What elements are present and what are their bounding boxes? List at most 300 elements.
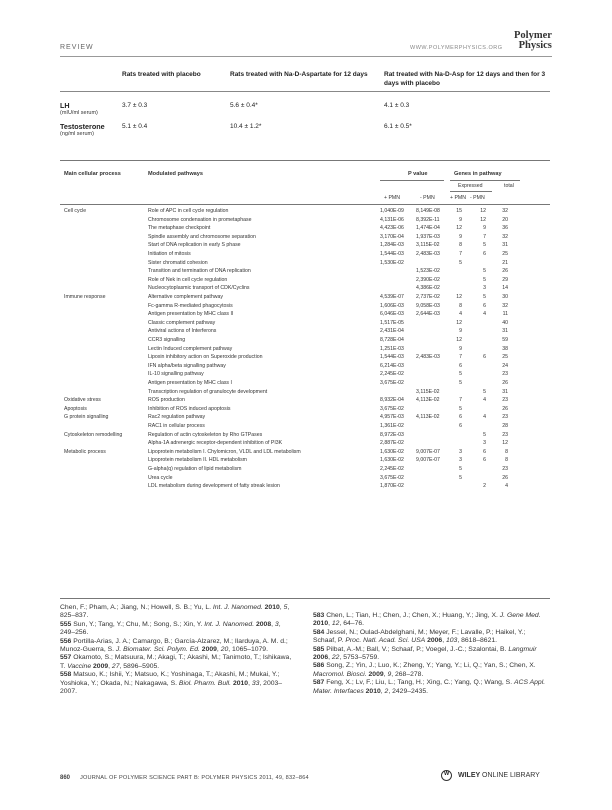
pathway-cell: CCR3 signalling: [148, 337, 186, 343]
genes-minus-cell: 4: [483, 414, 486, 421]
pathway-cell: LDL metabolism during development of fatty streak lesion: [148, 483, 280, 490]
genes-minus-cell: 3: [483, 440, 486, 447]
pathway-cell: Urea cycle: [148, 474, 173, 481]
reference-journal: J. Gene Med.: [499, 612, 541, 619]
genes-plus-cell: 9: [459, 328, 462, 335]
table-row: [60, 224, 550, 233]
reference-volume: 33: [251, 679, 260, 687]
reference-volume: 103: [446, 637, 458, 645]
pathway-cell: The metaphase checkpoint: [148, 225, 211, 232]
genes-total-cell: 30: [502, 294, 508, 300]
genes-total-cell: 28: [502, 423, 508, 429]
header-bottom-rule: [60, 204, 550, 205]
reference-year: 2009: [201, 646, 217, 654]
reference-authors: Okamoto, S.; Matsuura, M.; Akagi, T.; Akashi, M.; Tanimoto, T.; Ishikawa, T.: [60, 654, 292, 670]
genes-total-cell: 26: [502, 268, 508, 275]
genes-total-cell: 31: [502, 242, 508, 249]
process-cell: Apoptosis: [64, 405, 87, 412]
hormone-col-placebo: Rats treated with placebo: [122, 71, 201, 78]
genes-plus-cell: 7: [459, 354, 462, 361]
genes-plus-cell: 5: [459, 474, 462, 481]
reference-number: 556: [60, 637, 72, 645]
table-row: [60, 431, 550, 440]
reference-authors: Pilbat, A.-M.; Ball, V.; Schaaf, P.; Voegel, J.-C.; Szalontai, B.: [326, 645, 507, 653]
pvalue-subrule: [380, 180, 444, 181]
running-header-section: REVIEW: [60, 44, 94, 51]
reference-entry: 556 Portilla-Arias, J. A.; Camargo, B.; García-Alzarez, M.; Ilarduya, A. M. d.; Munoz-Guerra, S. J. Biomater. Sci. Polym. Ed. 2009, 20, 1065–1079.: [60, 637, 288, 654]
genes-total-cell: 14: [502, 285, 508, 292]
header-genes: Genes in pathway: [454, 171, 502, 177]
reference-number: 555: [60, 620, 72, 628]
genes-total-cell: 38: [502, 345, 508, 352]
genes-total-cell: 12: [502, 440, 508, 447]
reference-pages: , 1065–1079.: [228, 646, 268, 654]
genes-minus-cell: 9: [483, 225, 486, 232]
genes-minus-cell: 2: [483, 483, 486, 490]
reference-year: 2010: [365, 687, 381, 695]
process-cell: Oxidative stress: [64, 397, 101, 404]
pathway-cell: Role of APC in cell cycle regulation: [148, 208, 229, 214]
table-row: [60, 362, 550, 371]
table-row: [60, 456, 550, 465]
journal-brand-line1: Polymer: [514, 30, 552, 41]
reference-year: 2010: [313, 620, 329, 628]
genes-total-cell: 23: [502, 431, 508, 438]
reference-volume: 2: [384, 687, 389, 695]
table-row: [60, 302, 550, 311]
genes-total-cell: 23: [502, 466, 508, 472]
genes-plus-cell: 15: [456, 208, 462, 214]
reference-entry: 586 Song, Z.; Yin, J.; Luo, K.; Zheng, Y.; Yang, Y.; Li, Q.; Yan, S.; Chen, X. Macromol. Biosci. 2009, 9, 268–278.: [313, 662, 536, 678]
pvalue-minus-cell: 9,007E-07: [416, 448, 440, 455]
genes-total-cell: 32: [502, 302, 508, 309]
pvalue-plus-cell: 1,284E-03: [380, 242, 404, 249]
genes-minus-cell: 6: [483, 302, 486, 309]
pathway-cell: Start of DNA replication in early S phase: [148, 242, 241, 249]
reference-journal: Int. J. Nanomed.: [204, 620, 255, 628]
genes-plus-cell: 12: [456, 337, 462, 343]
pathway-cell: Lipoprotein metabolism I. Chylomicron, VLDL and LDL metabolism: [148, 448, 301, 455]
genes-total-cell: 32: [502, 208, 508, 214]
hormone-cell: 10.4 ± 1.2*: [230, 123, 262, 130]
genes-plus-cell: 5: [459, 380, 462, 386]
genes-minus-cell: 6: [483, 354, 486, 361]
header-pmn-plus: + PMN: [384, 195, 400, 201]
pvalue-minus-cell: 2,483E-03: [416, 251, 440, 257]
pathway-cell: Antiviral actions of Interferons: [148, 328, 217, 335]
pathway-cell: Lectin Induced complement pathway: [148, 345, 233, 352]
table-row: [60, 448, 550, 457]
hormone-table-rule: [60, 91, 550, 92]
genes-total-cell: 20: [502, 216, 508, 223]
pvalue-minus-cell: 3,115E-02: [416, 388, 440, 395]
genes-minus-cell: 5: [483, 294, 486, 300]
table-row: [60, 396, 550, 405]
pvalue-minus-cell: 2,483E-03: [416, 354, 440, 361]
wiley-logo-icon: [441, 770, 452, 781]
table-row: [60, 216, 550, 225]
reference-volume: 22: [331, 654, 340, 662]
pvalue-plus-cell: 1,361E-02: [380, 423, 404, 429]
table-row: [60, 482, 550, 491]
reference-authors: Song, Z.; Yin, J.; Luo, K.; Zheng, Y.; Yang, Y.; Li, Q.; Yan, S.; Chen, X.: [326, 662, 536, 670]
genes-total-cell: 26: [502, 405, 508, 412]
footer-publisher-name: WILEY: [458, 772, 481, 779]
reference-number: 587: [313, 679, 325, 687]
pvalue-minus-cell: 3,115E-02: [416, 242, 440, 249]
table-row: [60, 336, 550, 345]
hormone-col-withdrawal: Rat treated with Na-D-Asp for 12 days and then for 3 days with placebo: [384, 71, 546, 87]
genes-plus-cell: 7: [459, 251, 462, 257]
genes-minus-cell: 6: [483, 457, 486, 464]
genes-total-cell: 4: [505, 483, 508, 490]
table-row: [60, 379, 550, 388]
footer-journal: JOURNAL OF POLYMER SCIENCE PART B: POLYMER PHYSICS 2011, 49, 832–864: [80, 775, 309, 781]
hormone-cell: 3.7 ± 0.3: [122, 102, 148, 109]
reference-journal: Proc. Natl. Acad. Sci. USA: [345, 637, 426, 645]
pvalue-plus-cell: 1,530E-02: [380, 259, 404, 266]
header-pmn-minus: - PMN: [420, 195, 435, 201]
hormone-row-unit: (ng/ml serum): [60, 131, 94, 137]
genes-plus-cell: 12: [456, 319, 462, 326]
reference-number: 583: [313, 612, 325, 619]
running-header-url: WWW.POLYMERPHYSICS.ORG: [410, 45, 503, 51]
process-cell: Cell cycle: [64, 208, 87, 214]
reference-entry: Chen, F.; Pham, A.; Jiang, N.; Howell, S. B.; Yu, L. Int. J. Nanomed. 2010, 5, 825–837.: [60, 604, 290, 620]
pvalue-minus-cell: 8,149E-08: [416, 208, 440, 214]
pathway-cell: Spindle assembly and chromosome separation: [148, 233, 256, 240]
reference-pages: , 5896–5905.: [119, 662, 160, 670]
pvalue-minus-cell: 2,737E-02: [416, 294, 440, 300]
genes-minus-cell: 6: [483, 448, 486, 455]
pvalue-plus-cell: 8,728E-04: [380, 337, 404, 343]
genes-plus-cell: 3: [459, 448, 462, 455]
genes-minus-cell: 12: [480, 216, 486, 223]
genes-plus-cell: 4: [459, 311, 462, 318]
pvalue-plus-cell: 2,245E-02: [380, 466, 404, 472]
genes-minus-cell: 5: [483, 431, 486, 438]
reference-year: 2008: [256, 620, 272, 628]
genes-minus-cell: 6: [483, 251, 486, 257]
references-right-column: [313, 612, 548, 696]
pvalue-plus-cell: 8,972E-03: [380, 431, 404, 438]
pvalue-plus-cell: 2,887E-02: [380, 440, 404, 447]
footer-publisher-library: ONLINE LIBRARY: [482, 772, 540, 779]
process-cell: Cytoskeleton remodelling: [64, 431, 123, 438]
pvalue-plus-cell: 4,423E-06: [380, 225, 404, 232]
reference-pages: , 249–256.: [60, 620, 281, 637]
genes-minus-cell: 4: [483, 397, 486, 404]
pvalue-plus-cell: 1,544E-03: [380, 251, 404, 257]
genes-total-cell: 8: [505, 457, 508, 464]
pvalue-plus-cell: 1,517E-05: [380, 319, 404, 326]
process-cell: Immune response: [64, 294, 106, 300]
genes-total-cell: 23: [502, 397, 508, 404]
pvalue-plus-cell: 3,675E-02: [380, 474, 404, 481]
pvalue-plus-cell: 3,170E-04: [380, 233, 404, 240]
genes-subrule: [450, 180, 520, 181]
pvalue-minus-cell: 2,390E-02: [416, 276, 440, 283]
reference-number: 584: [313, 628, 325, 636]
pathway-cell: Alternative complement pathway: [148, 294, 223, 300]
genes-total-cell: 29: [502, 276, 508, 283]
genes-total-cell: 25: [502, 251, 508, 257]
pathway-cell: Antigen presentation by MHC class I: [148, 380, 232, 386]
pvalue-minus-cell: 1,474E-04: [416, 225, 440, 232]
pvalue-plus-cell: 1,544E-03: [380, 354, 404, 361]
reference-journal: Int. J. Nanomed.: [212, 604, 263, 611]
wiley-logo-letter: W: [444, 771, 450, 777]
header-gene-pmn-minus: - PMN: [470, 195, 485, 201]
table-row: [60, 413, 550, 422]
pathway-cell: Chromosome condensation in prometaphase: [148, 216, 252, 223]
table-row: [60, 267, 550, 276]
table-row: [60, 405, 550, 414]
pvalue-plus-cell: 1,630E-02: [380, 457, 404, 464]
reference-year: 2006: [427, 637, 443, 645]
reference-entry: 557 Okamoto, S.; Matsuura, M.; Akagi, T.; Akashi, M.; Tanimoto, T.; Ishikawa, T. Vaccine 2009, 27, 5896–5905.: [60, 654, 292, 670]
reference-year: 2010: [232, 679, 249, 687]
pathway-cell: IFN alpha/beta signalling pathway: [148, 362, 226, 369]
table-row: [60, 370, 550, 379]
pathway-cell: RAC1 in cellular process: [148, 423, 205, 429]
header-gene-pmn-plus: + PMN: [450, 195, 466, 201]
pathway-cell: Antigen presentation by MHC class II: [148, 311, 234, 318]
genes-plus-cell: 9: [459, 216, 462, 223]
genes-total-cell: 25: [502, 354, 508, 361]
pathway-cell: Fc-gamma R-mediated phagocytosis: [148, 302, 233, 309]
table-row: [60, 310, 550, 319]
hormone-cell: 5.1 ± 0.4: [122, 123, 148, 130]
journal-brand-line2: Physics: [518, 40, 552, 51]
table-row: [60, 388, 550, 397]
table-row: [60, 233, 550, 242]
pvalue-plus-cell: 4,539E-07: [380, 294, 404, 300]
pvalue-minus-cell: 1,523E-02: [416, 268, 440, 275]
reference-number: 586: [313, 662, 325, 670]
reference-authors: Jessel, N.; Oulad-Abdelghani, M.; Meyer, F.; Lavalle, P.; Haikel, Y.; Schaaf, P.: [313, 628, 526, 645]
genes-plus-cell: 9: [459, 345, 462, 352]
reference-volume: 12: [331, 620, 340, 628]
reference-number: 557: [60, 654, 72, 662]
table-top-rule: [60, 160, 550, 161]
page-number: 860: [60, 775, 71, 781]
pvalue-plus-cell: 4,957E-03: [380, 414, 404, 421]
pvalue-plus-cell: 6,214E-03: [380, 362, 404, 369]
pvalue-minus-cell: 1,937E-03: [416, 233, 440, 240]
genes-plus-cell: 7: [459, 397, 462, 404]
genes-minus-cell: 12: [480, 208, 486, 214]
table-row: [60, 345, 550, 354]
table-row: [60, 207, 550, 216]
pathway-cell: Classic complement pathway: [148, 319, 216, 326]
reference-pages: , 5753–5759.: [339, 654, 380, 662]
reference-pages: , 825–837.: [60, 604, 290, 620]
pvalue-plus-cell: 1,630E-02: [380, 448, 404, 455]
genes-total-cell: 36: [502, 225, 508, 232]
table-row: [60, 259, 550, 268]
reference-number: 558: [60, 671, 72, 679]
pathway-cell: Role of Nek in cell cycle regulation: [148, 276, 228, 283]
genes-minus-cell: 5: [483, 276, 486, 283]
table-bottom-rule: [60, 598, 550, 599]
header-pathway: Modulated pathways: [148, 171, 204, 177]
pvalue-plus-cell: 1,606E-03: [380, 302, 404, 309]
reference-journal: Vaccine: [67, 662, 92, 670]
pathway-cell: ROS production: [148, 397, 185, 404]
hormone-row-label: Testosterone: [60, 122, 105, 131]
genes-plus-cell: 12: [456, 294, 462, 300]
genes-total-cell: 24: [502, 362, 508, 369]
genes-plus-cell: 5: [459, 405, 462, 412]
genes-plus-cell: 6: [459, 423, 462, 429]
pvalue-minus-cell: 9,007E-07: [416, 457, 440, 464]
references-left-column: [60, 604, 295, 696]
genes-plus-cell: 8: [459, 242, 462, 249]
process-cell: G protein signalling: [64, 414, 109, 421]
reference-number: 585: [313, 645, 325, 653]
reference-authors: Sun, Y.; Tang, Y.; Chu, M.; Song, S.; Xin, Y.: [73, 620, 203, 628]
pathway-cell: Initiation of mitosis: [148, 251, 191, 257]
reference-authors: Chen, L.; Tian, H.; Chen, J.; Chen, X.; Huang, Y.; Jing, X.: [326, 612, 498, 619]
pvalue-plus-cell: 2,431E-04: [380, 328, 404, 335]
reference-journal: Macromol. Biosci.: [313, 670, 367, 678]
reference-pages: , 64–76.: [339, 620, 365, 628]
reference-authors: Matsuo, K.; Ishii, Y.; Matsuo, K.; Yoshinaga, T.; Akashi, M.; Mukai, Y.; Yoshioka, Y.; Okada, N.; Nakagawa, S.: [60, 671, 280, 687]
genes-total-cell: 59: [502, 337, 508, 343]
pvalue-plus-cell: 2,245E-02: [380, 371, 404, 378]
genes-total-cell: 23: [502, 414, 508, 421]
header-process: Main cellular process: [64, 171, 121, 177]
genes-minus-cell: 5: [483, 388, 486, 395]
table-row: [60, 422, 550, 431]
process-cell: Metabolic process: [64, 448, 106, 455]
footer-publisher: [458, 772, 540, 779]
genes-total-cell: 21: [502, 259, 508, 266]
genes-plus-cell: 8: [459, 302, 462, 309]
pvalue-plus-cell: 1,040E-09: [380, 208, 404, 214]
pvalue-minus-cell: 9,058E-03: [416, 302, 440, 309]
reference-volume: 3: [274, 620, 279, 628]
table-row: [60, 276, 550, 285]
pvalue-minus-cell: 4,113E-02: [416, 414, 440, 421]
genes-plus-cell: 6: [459, 414, 462, 421]
reference-pages: , 8618–8621.: [457, 637, 498, 645]
reference-entry: 583 Chen, L.; Tian, H.; Chen, J.; Chen, X.; Huang, Y.; Jing, X. J. Gene Med. 2010, 12, 64–76.: [313, 612, 541, 628]
pathway-cell: Inhibition of ROS induced apoptosis: [148, 405, 231, 412]
hormone-row-unit: (mIU/ml serum): [60, 110, 98, 116]
pvalue-plus-cell: 8,932E-04: [380, 397, 404, 404]
genes-minus-cell: 5: [483, 268, 486, 275]
genes-plus-cell: 5: [459, 371, 462, 378]
genes-plus-cell: 9: [459, 233, 462, 240]
genes-total-cell: 26: [502, 474, 508, 481]
journal-brand: [514, 31, 552, 51]
table-row: [60, 474, 550, 483]
reference-authors: Portilla-Arias, J. A.; Camargo, B.; García-Alzarez, M.; Ilarduya, A. M. d.; Munoz-Guerra, S.: [60, 637, 288, 654]
expressed-subrule: [450, 191, 492, 192]
pathway-cell: Lipoxin inhibitory action on Superoxide production: [148, 354, 263, 361]
pathway-cell: Alpha-1A adrenergic receptor-dependent inhibition of PI3K: [148, 440, 283, 447]
table-row: [60, 241, 550, 250]
table-row: [60, 465, 550, 474]
reference-entry: 587 Feng, X.; Lv, F.; Liu, L.; Tang, H.; Xing, C.; Yang, Q.; Wang, S. ACS Appl. Mater. Interfaces 2010, 2, 2429–2435.: [313, 679, 546, 695]
reference-journal: Langmuir: [508, 645, 537, 653]
pathway-cell: Rac2 regulation pathway: [148, 414, 206, 421]
reference-journal: Biol. Pharm. Bull.: [178, 679, 232, 687]
header-rule: [60, 56, 552, 57]
reference-pages: , 268–278.: [391, 670, 424, 678]
pvalue-plus-cell: 4,131E-06: [380, 216, 404, 223]
genes-total-cell: 31: [502, 388, 508, 395]
reference-volume: 20: [220, 646, 229, 654]
hormone-cell: 4.1 ± 0.3: [384, 102, 410, 109]
pvalue-plus-cell: 6,046E-03: [380, 311, 404, 318]
genes-plus-cell: 5: [459, 466, 462, 472]
hormone-cell: 6.1 ± 0.5*: [384, 123, 412, 130]
pvalue-minus-cell: 8,392E-11: [416, 216, 440, 223]
table-row: [60, 353, 550, 362]
genes-total-cell: 8: [505, 448, 508, 455]
reference-entry: 585 Pilbat, A.-M.; Ball, V.; Schaaf, P.; Voegel, J.-C.; Szalontai, B. Langmuir 2006, 22, 5753–5759.: [313, 645, 537, 662]
header-expressed: Expressed: [458, 183, 483, 189]
genes-plus-cell: 5: [459, 259, 462, 266]
table-row: [60, 439, 550, 448]
pathway-cell: Sister chromatid cohesion: [148, 259, 208, 266]
genes-total-cell: 11: [502, 311, 508, 318]
table-row: [60, 293, 550, 302]
genes-total-cell: 32: [502, 233, 508, 240]
pathway-cell: IL-10 signalling pathway: [148, 371, 204, 378]
genes-total-cell: 31: [502, 328, 508, 335]
table-row: [60, 284, 550, 293]
reference-authors: Chen, F.; Pham, A.; Jiang, N.; Howell, S. B.; Yu, L.: [60, 604, 211, 611]
genes-plus-cell: 12: [456, 225, 462, 232]
reference-journal: J. Biomater. Sci. Polym. Ed.: [115, 646, 200, 654]
pvalue-plus-cell: 3,675E-02: [380, 405, 404, 412]
genes-plus-cell: 6: [459, 362, 462, 369]
genes-minus-cell: 5: [483, 242, 486, 249]
pvalue-plus-cell: 3,675E-02: [380, 380, 404, 386]
table-row: [60, 319, 550, 328]
pathway-cell: Transcription regulation of granulocyte development: [148, 388, 268, 395]
table-row: [60, 327, 550, 336]
pathway-cell: Nucleocytoplasmic transport of CDK/Cyclins: [148, 285, 250, 292]
reference-year: 2009: [93, 662, 109, 670]
hormone-row-label: LH: [60, 101, 70, 110]
reference-authors: Feng, X.; Lv, F.; Liu, L.; Tang, H.; Xing, C.; Yang, Q.; Wang, S.: [326, 679, 513, 687]
genes-total-cell: 40: [502, 319, 508, 326]
genes-minus-cell: 7: [483, 233, 486, 240]
reference-entry: 584 Jessel, N.; Oulad-Abdelghani, M.; Meyer, F.; Lavalle, P.; Haikel, Y.; Schaaf, P. Proc. Natl. Acad. Sci. USA 2006, 103, 8618–8621.: [313, 628, 526, 645]
reference-volume: 5: [283, 604, 288, 611]
header-total: total: [504, 183, 514, 189]
pvalue-minus-cell: 4,386E-02: [416, 285, 440, 292]
genes-total-cell: 26: [502, 380, 508, 386]
reference-year: 2009: [368, 670, 384, 678]
header-pvalue: P value: [408, 171, 428, 177]
pathway-cell: G-alpha(q) regulation of lipid metabolism: [148, 466, 242, 472]
pvalue-plus-cell: 1,251E-03: [380, 345, 404, 352]
reference-journal: ACS Appl. Mater. Interfaces: [313, 679, 546, 695]
genes-minus-cell: 4: [483, 311, 486, 318]
pathway-cell: Lipoprotein metabolism II. HDL metabolism: [148, 457, 247, 464]
reference-year: 2010: [264, 604, 280, 611]
genes-minus-cell: 3: [483, 285, 486, 292]
pvalue-minus-cell: 2,644E-03: [416, 311, 440, 318]
reference-year: 2006: [313, 654, 329, 662]
pvalue-minus-cell: 4,113E-02: [416, 397, 440, 404]
